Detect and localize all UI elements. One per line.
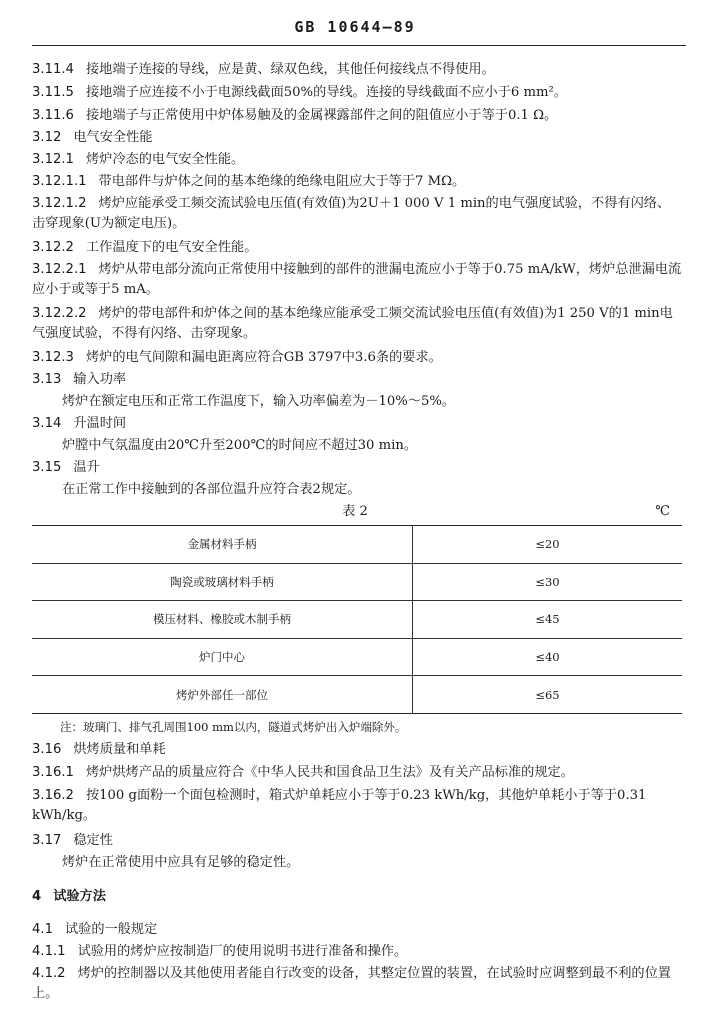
clause-number: 3.13 (32, 372, 62, 387)
clause-3-15-body (62, 480, 682, 500)
clause-number: 3.12.3 (32, 350, 74, 365)
clause-4-1-2 (32, 964, 682, 1004)
clause-number: 3.12.1.2 (32, 196, 87, 211)
clause-number: 3.16.1 (32, 765, 74, 780)
clause-3-11-5 (32, 83, 682, 103)
clause-3-17 (32, 831, 682, 851)
clause-3-13-body (62, 392, 682, 412)
section-title: 试验方法 (53, 889, 106, 904)
table-cell-limit: ≤65 (413, 676, 683, 714)
clause-number: 3.15 (32, 460, 62, 475)
table-cell-part: 陶瓷或玻璃材料手柄 (32, 563, 413, 601)
table-note: 注：玻璃门、排气孔周围100 mm以内，隧道式烤炉出入炉端除外。 (60, 720, 407, 734)
clause-3-14-body (62, 436, 682, 456)
clause-text: 接地端子与正常使用中炉体易触及的金属裸露部件之间的阻值应小于等于0.1 Ω。 (85, 108, 558, 123)
table-cell-limit: ≤40 (413, 638, 683, 676)
table-unit: ℃ (655, 504, 670, 519)
clause-text: 升温时间 (73, 416, 127, 431)
clause-3-12-1-2 (32, 194, 682, 234)
clause-text: 炉膛中气氛温度由20℃升至200℃的时间应不超过30 min。 (62, 438, 418, 453)
clause-3-11-6 (32, 106, 682, 126)
table-caption: 表 2 (342, 504, 368, 519)
table-cell-part: 烤炉外部任一部位 (32, 676, 413, 714)
clause-text: 输入功率 (73, 372, 127, 387)
clause-number: 3.16.2 (32, 788, 74, 803)
clause-3-12-3 (32, 348, 682, 368)
table-cell-limit: ≤45 (413, 601, 683, 639)
clause-3-14 (32, 414, 682, 434)
clause-text: 接地端子连接的导线，应是黄、绿双色线，其他任何接线点不得使用。 (85, 62, 495, 77)
clause-text: 烤炉的电气间隙和漏电距离应符合GB 3797中3.6条的要求。 (85, 350, 442, 365)
table-cell-part: 炉门中心 (32, 638, 413, 676)
clause-text: 烤炉应能承受工频交流试验电压值(有效值)为2U＋1 000 V 1 min的电气强度试验，不得有闪络、击穿现象(U为额定电压)。 (32, 196, 671, 231)
table-row (32, 563, 682, 601)
document-header: GB 10644—89 (294, 18, 416, 36)
clause-3-12-2-2 (32, 304, 682, 344)
table-cell-limit: ≤30 (413, 563, 683, 601)
clause-text: 电气安全性能 (73, 130, 153, 145)
clause-3-12-2 (32, 238, 682, 258)
clause-text: 烤炉在额定电压和正常工作温度下，输入功率偏差为－10%～5%。 (62, 394, 456, 409)
clause-number: 4.1.2 (32, 966, 66, 981)
clause-4-1-1 (32, 942, 682, 962)
clause-text: 烤炉冷态的电气安全性能。 (85, 152, 245, 167)
clause-text: 烤炉从带电部分流向正常使用中接触到的部件的泄漏电流应小于等于0.75 mA/kW，烤炉总泄漏电流应小于或等于5 mA。 (32, 262, 682, 297)
clause-text: 在正常工作中接触到的各部位温升应符合表2规定。 (62, 482, 361, 497)
clause-3-16-1 (32, 763, 682, 783)
clause-3-15 (32, 458, 682, 478)
clause-number: 3.12.2 (32, 240, 74, 255)
clause-number: 3.17 (32, 833, 62, 848)
table-row (32, 676, 682, 714)
clause-text: 温升 (73, 460, 100, 475)
clause-text: 烤炉的带电部件和炉体之间的基本绝缘应能承受工频交流试验电压值(有效值)为1 250 V的1 min电气强度试验，不得有闪络、击穿现象。 (32, 306, 673, 341)
clause-text: 试验用的烤炉应按制造厂的使用说明书进行准备和操作。 (77, 944, 408, 959)
clause-3-12-2-1 (32, 260, 682, 300)
clause-3-12 (32, 128, 682, 148)
section-number: 4 (32, 889, 42, 904)
clause-number: 4.1 (32, 922, 53, 937)
clause-3-16 (32, 740, 682, 760)
section-4-heading (32, 887, 682, 907)
clause-text: 烤炉烘烤产品的质量应符合《中华人民共和国食品卫生法》及有关产品标准的规定。 (85, 765, 574, 780)
clause-text: 工作温度下的电气安全性能。 (85, 240, 258, 255)
table-cell-limit: ≤20 (413, 526, 683, 564)
clause-text: 带电部件与炉体之间的基本绝缘的绝缘电阻应大于等于7 MΩ。 (98, 174, 466, 189)
clause-number: 4.1.1 (32, 944, 66, 959)
clause-number: 3.12.1.1 (32, 174, 87, 189)
clause-number: 3.11.5 (32, 85, 74, 100)
clause-text: 稳定性 (73, 833, 113, 848)
table-row (32, 638, 682, 676)
clause-3-13 (32, 370, 682, 390)
clause-text: 烤炉在正常使用中应具有足够的稳定性。 (62, 855, 300, 870)
clause-3-11-4 (32, 60, 682, 80)
clause-text: 试验的一般规定 (64, 922, 158, 937)
header-rule (32, 45, 686, 46)
clause-number: 3.12.2.2 (32, 306, 87, 321)
clause-number: 3.11.4 (32, 62, 74, 77)
clause-3-17-body (62, 853, 682, 873)
clause-3-16-2 (32, 786, 682, 826)
clause-text: 接地端子应连接不小于电源线截面50%的导线。连接的导线截面不应小于6 mm²。 (85, 85, 567, 100)
table-row (32, 526, 682, 564)
clause-number: 3.14 (32, 416, 62, 431)
clause-text: 烘烤质量和单耗 (73, 742, 166, 757)
clause-3-12-1 (32, 150, 682, 170)
clause-4-1 (32, 920, 682, 940)
clause-text: 按100 g面粉一个面包检测时，箱式炉单耗应小于等于0.23 kWh/kg，其他炉单耗小于等于0.31 kWh/kg。 (32, 788, 647, 823)
clause-number: 3.11.6 (32, 108, 74, 123)
clause-3-12-1-1 (32, 172, 682, 192)
clause-number: 3.16 (32, 742, 62, 757)
clause-number: 3.12 (32, 130, 62, 145)
temperature-rise-table (32, 525, 682, 714)
table-cell-part: 模压材料、橡胶或木制手柄 (32, 601, 413, 639)
clause-number: 3.12.2.1 (32, 262, 87, 277)
clause-text: 烤炉的控制器以及其他使用者能自行改变的设备，其整定位置的装置，在试验时应调整到最不利的位置上。 (32, 966, 671, 1001)
clause-number: 3.12.1 (32, 152, 74, 167)
table-row (32, 601, 682, 639)
table-cell-part: 金属材料手柄 (32, 526, 413, 564)
